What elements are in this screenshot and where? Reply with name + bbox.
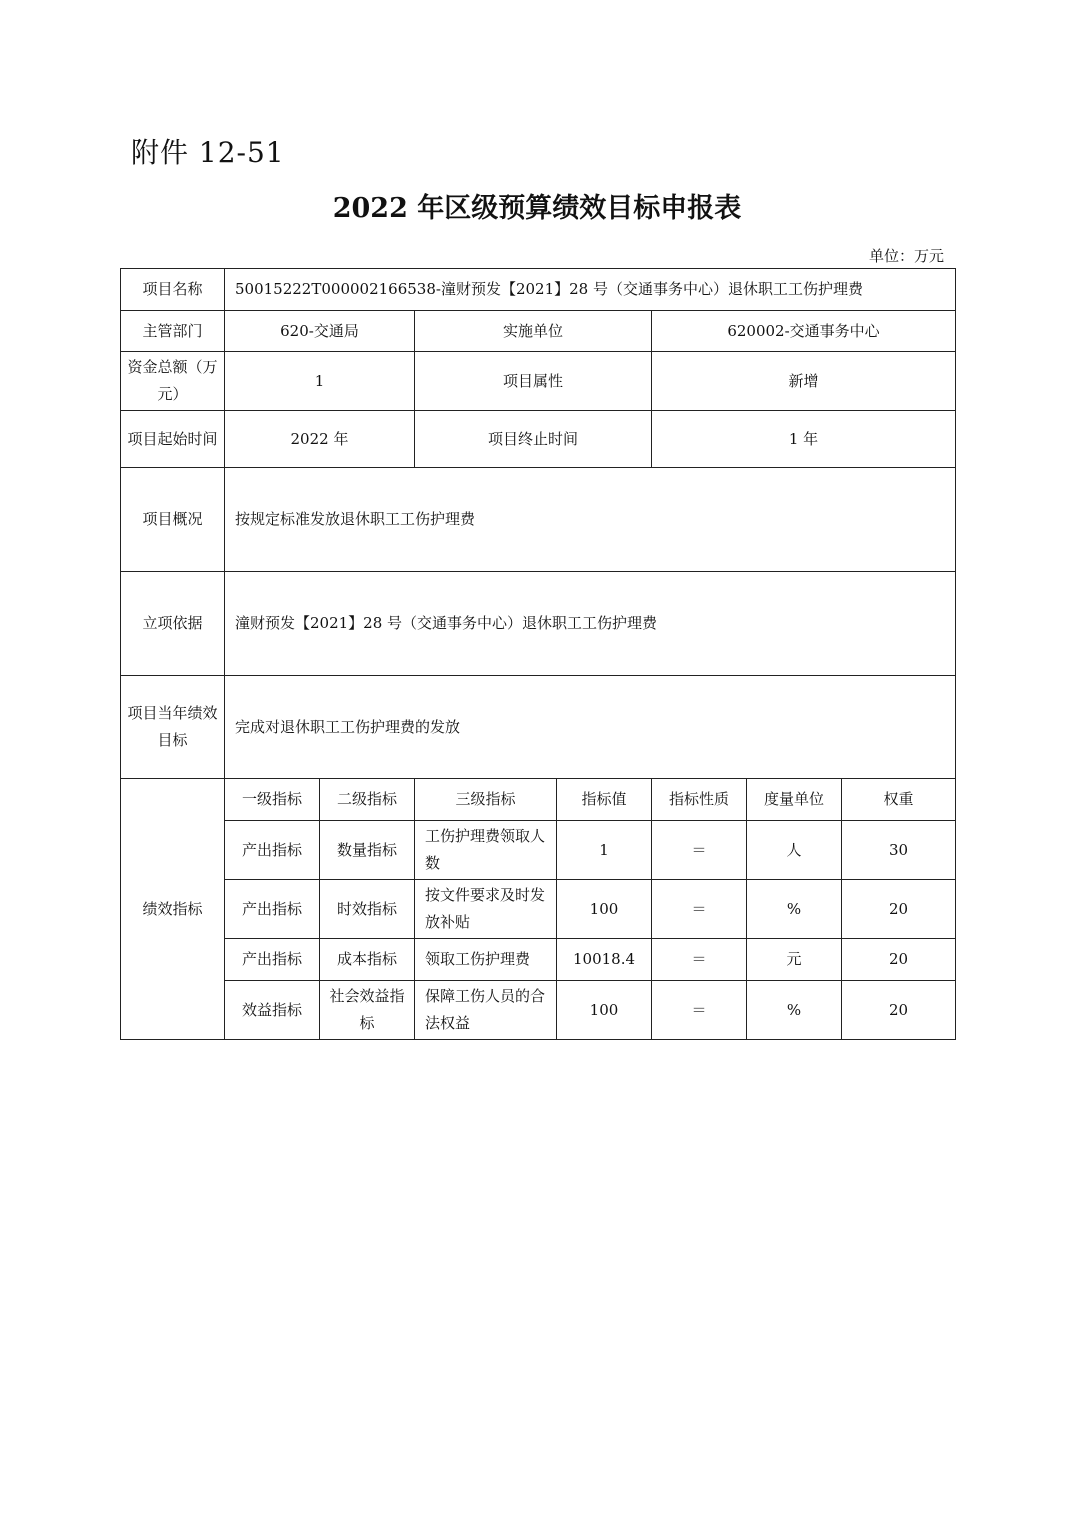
level2-cell: 数量指标: [320, 821, 415, 880]
weight-cell: 20: [842, 939, 956, 981]
header-unit: 度量单位: [747, 779, 842, 821]
row-department: [121, 311, 956, 352]
goal-label: 项目当年绩效目标: [121, 676, 225, 779]
level1-cell: 产出指标: [225, 880, 320, 939]
level3-cell: 工伤护理费领取人数: [415, 821, 557, 880]
row-project-name: [121, 269, 956, 311]
overview-label: 项目概况: [121, 468, 225, 572]
impl-value: 620002-交通事务中心: [652, 311, 956, 352]
table-row: [121, 939, 956, 981]
attr-label: 项目属性: [415, 352, 652, 411]
impl-label: 实施单位: [415, 311, 652, 352]
goal-value: 完成对退休职工工伤护理费的发放: [225, 676, 956, 779]
basis-value: 潼财预发【2021】28 号（交通事务中心）退休职工工伤护理费: [225, 572, 956, 676]
row-fund: [121, 352, 956, 411]
value-cell: 1: [557, 821, 652, 880]
start-value: 2022 年: [225, 411, 415, 468]
fund-label: 资金总额（万元）: [121, 352, 225, 411]
table-row: [121, 821, 956, 880]
header-nature: 指标性质: [652, 779, 747, 821]
nature-cell: ＝: [652, 939, 747, 981]
header-level1: 一级指标: [225, 779, 320, 821]
basis-label: 立项依据: [121, 572, 225, 676]
project-name-value: 50015222T000002166538-潼财预发【2021】28 号（交通事务中心）退休职工工伤护理费: [225, 269, 956, 311]
page-title: 2022 年区级预算绩效目标申报表: [332, 193, 742, 224]
row-goal: [121, 676, 956, 779]
row-basis: [121, 572, 956, 676]
header-level2: 二级指标: [320, 779, 415, 821]
value-cell: 100: [557, 981, 652, 1040]
header-value: 指标值: [557, 779, 652, 821]
unit-cell: 元: [747, 939, 842, 981]
weight-cell: 20: [842, 981, 956, 1040]
weight-cell: 30: [842, 821, 956, 880]
dept-label: 主管部门: [121, 311, 225, 352]
header-weight: 权重: [842, 779, 956, 821]
value-cell: 100: [557, 880, 652, 939]
level3-cell: 按文件要求及时发放补贴: [415, 880, 557, 939]
level3-cell: 领取工伤护理费: [415, 939, 557, 981]
fund-value: 1: [225, 352, 415, 411]
budget-form-table: [120, 268, 956, 1040]
level3-cell: 保障工伤人员的合法权益: [415, 981, 557, 1040]
dept-value: 620-交通局: [225, 311, 415, 352]
overview-value: 按规定标准发放退休职工工伤护理费: [225, 468, 956, 572]
table-row: [121, 981, 956, 1040]
attr-value: 新增: [652, 352, 956, 411]
value-cell: 10018.4: [557, 939, 652, 981]
header-level3: 三级指标: [415, 779, 557, 821]
level1-cell: 效益指标: [225, 981, 320, 1040]
level1-cell: 产出指标: [225, 821, 320, 880]
table-row: [121, 880, 956, 939]
project-name-label: 项目名称: [121, 269, 225, 311]
indicators-section-label: 绩效指标: [121, 779, 225, 1040]
indicator-header-row: [121, 779, 956, 821]
end-label: 项目终止时间: [415, 411, 652, 468]
attachment-number: 附件 12-51: [131, 136, 285, 169]
level1-cell: 产出指标: [225, 939, 320, 981]
row-overview: [121, 468, 956, 572]
nature-cell: ＝: [652, 880, 747, 939]
end-value: 1 年: [652, 411, 956, 468]
level2-cell: 成本指标: [320, 939, 415, 981]
level2-cell: 社会效益指标: [320, 981, 415, 1040]
unit-cell: 人: [747, 821, 842, 880]
unit-cell: %: [747, 880, 842, 939]
row-time: [121, 411, 956, 468]
nature-cell: ＝: [652, 821, 747, 880]
weight-cell: 20: [842, 880, 956, 939]
level2-cell: 时效指标: [320, 880, 415, 939]
unit-cell: %: [747, 981, 842, 1040]
start-label: 项目起始时间: [121, 411, 225, 468]
unit-label: 单位：万元: [868, 247, 944, 265]
nature-cell: ＝: [652, 981, 747, 1040]
